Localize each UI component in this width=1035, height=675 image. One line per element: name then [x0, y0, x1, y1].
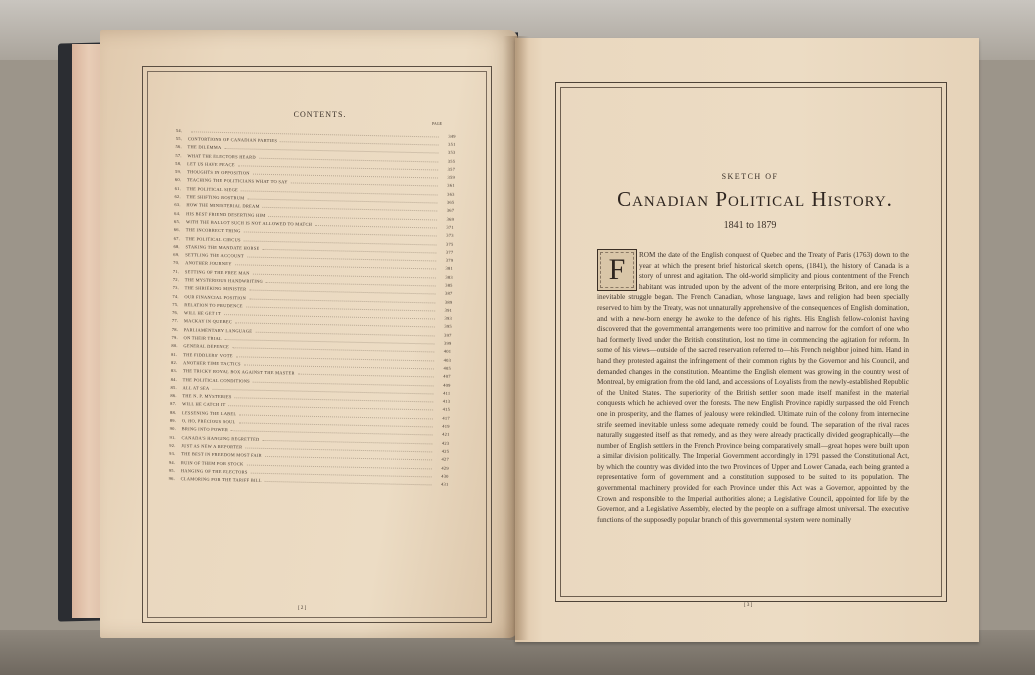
toc-entry-number: 71. — [172, 268, 180, 274]
history-body-text — [597, 250, 909, 525]
toc-entry-title: THE DILEMMA — [187, 144, 222, 151]
toc-entry-title: TEACHING THE POLITICIANS WHAT TO SAY — [186, 177, 288, 185]
toc-entry-number: 93. — [169, 451, 176, 457]
toc-entry-title: HANGING OF THE ELECTORS — [180, 467, 248, 475]
toc-entry-number: 78. — [171, 326, 179, 332]
toc-entry-title: GENERAL DEFENCE — [183, 343, 230, 350]
toc-entry-title: LESSENING THE LABEL — [181, 409, 237, 417]
toc-entry-title: PARLIAMENTARY LANGUAGE — [183, 326, 253, 334]
left-page-number: [ 2 ] — [298, 606, 307, 611]
toc-entry-title: CONTORTIONS OF CANADIAN PARTIES — [187, 136, 278, 144]
toc-entry-title: THE FIDDLERS' VOTE — [183, 351, 233, 358]
toc-entry-page: 367 — [446, 208, 455, 214]
toc-entry-number: 65. — [173, 218, 181, 225]
toc-entry-page: 389 — [444, 299, 453, 305]
toc-entry-page: 371 — [446, 224, 454, 230]
toc-entry-title: LET US HAVE PEACE — [187, 161, 235, 168]
toc-entry-number: 64. — [174, 210, 181, 216]
toc-entry-number: 81. — [171, 351, 178, 357]
toc-entry-number: 86. — [170, 393, 177, 399]
toc-entry-page: 413 — [442, 398, 451, 404]
toc-entry-title: THE INCORRECT THING — [185, 227, 241, 234]
toc-entry-page: 359 — [447, 174, 456, 180]
toc-entry-page: 381 — [445, 266, 454, 272]
toc-entry-number: 92. — [169, 442, 176, 448]
toc-entry-number: 69. — [173, 252, 180, 258]
toc-entry-title: ON THEIR TRIAL — [183, 335, 223, 342]
toc-entry-page: 397 — [444, 332, 452, 338]
toc-entry-number: 61. — [174, 185, 182, 191]
toc-entry-title: THE SHRIEKING MINISTER — [184, 285, 247, 292]
toc-entry-page: 425 — [441, 448, 450, 454]
toc-entry-number: 70. — [173, 260, 180, 266]
toc-entry-number: 67. — [173, 235, 181, 241]
toc-entry-title: THE BEST IN FREEDOM MOST FAIR — [181, 451, 262, 459]
toc-entry-number: 87. — [170, 401, 177, 407]
toc-entry-title: STAKING THE MANDATE HORSE — [185, 244, 260, 251]
toc-entry-page: 417 — [442, 415, 450, 421]
toc-entry-number: 82. — [170, 359, 178, 366]
toc-entry-title: O, HO, PRECIOUS SOUL — [181, 418, 236, 425]
toc-entry-number: 85. — [170, 384, 177, 390]
toc-entry-page: 429 — [441, 465, 449, 471]
toc-entry-title: SETTING OF THE FREE MAN — [184, 268, 250, 276]
toc-entry-number: 80. — [171, 343, 178, 349]
toc-entry-page: 363 — [447, 191, 455, 197]
toc-entry-page: 427 — [441, 456, 450, 463]
toc-entry-page: 393 — [444, 315, 453, 321]
toc-entry-number: 83. — [170, 368, 178, 374]
toc-entry-number: 55. — [175, 135, 183, 142]
toc-entry-title: BRING INTO POWER — [181, 426, 229, 433]
toc-entry-page: 421 — [442, 431, 450, 438]
toc-entry-title: THE POLITICAL SIEGE — [186, 185, 239, 193]
toc-entry-page: 365 — [446, 199, 455, 205]
toc-entry-title: JUST AS NEW A REPORTER — [181, 443, 243, 450]
toc-leader-dots — [265, 479, 432, 485]
toc-entry-title: RUIN OF THEM FOR STOCK — [180, 459, 244, 467]
date-range: 1841 to 1879 — [723, 220, 777, 231]
toc-entry-number: 96. — [168, 476, 176, 482]
toc-entry-number: 75. — [172, 301, 179, 307]
toc-entry-title: WHAT THE ELECTORS HEARD — [187, 152, 256, 160]
toc-entry-page: 373 — [446, 232, 454, 239]
toc-entry-page: 383 — [445, 274, 453, 280]
toc-entry-page: 401 — [443, 349, 452, 355]
toc-entry-number: 84. — [170, 376, 178, 382]
right-page-number: [ 3 ] — [744, 603, 753, 608]
history-body-content: ROM the date of the English conquest of Quebec and the Treaty of Paris (1763) down to the year at which the present brief historical sketch opens, (1841), the history of Canada is a story of unrest and agitation. The old-world simplicity and pious contentment of the French habitant was intruded upon by the advent of the more enterprising Briton, and ere long the inevitable struggle began. The French Canadian, whose language, laws and religion had been specially reserved to him by the Treaty, was not unnaturally apprehensive of the consequences of English domination, and with a new-born energy he awoke to the defence of his rights. His English fellow-colonist having discovered that the governmental arrangements were too primitive and narrow for the comfort of one who had formerly lived under the British constitution, lost no time in commencing the agitation for reform. In some of his views—outside of the sacred reservation referred to—his French neighbor joined him. Hand in hand they protested against the infringement of their common rights by the Governor and his Council, and demanded changes in the constitution. Meantime the English element was growing in the country west of Montreal, by emigration from the old land, and accessions of Loyalists from the newly-established Republic of the United States. The superiority of the British settler soon made itself manifest in the material conquests which he achieved over the forests. The new English Province rapidly surpassed the old French one in prosperity, and the flames of jealousy were rekindled. Ultimate ruin of the colony from internecine strife seemed inevitable unless some adequate remedy could be found. The separation of the rival races naturally suggested itself as that remedy, and as they were already practically divided geographically—the number of English settlers in the French Province being comparatively small—great hopes were built upon a similar division politically. The Imperial Government accordingly in 1791 passed the Constitutional Act, by which the country was divided into the two Provinces of Upper and Lower Canada, each being granted a representative form of government and a constitution supposed to be suited to its population. The governmental machinery provided for each Province under this Act was a Governor, appointed by the Crown and responsible to the Imperial authorities alone; a Legislative Council, appointed for life by the Governor, and a Legislative Assembly, elected by the people on a suffrage almost universal. The executive functions of the supposedly popular branch of this governmental system were nominally — [597, 251, 909, 524]
toc-entry-number: 59. — [174, 169, 182, 175]
toc-entry-page: 403 — [443, 357, 452, 363]
toc-entry-number: 73. — [172, 285, 180, 291]
toc-entry-page: 395 — [444, 324, 452, 330]
toc-entry-page: 387 — [444, 290, 453, 297]
toc-entry-number: 54. — [175, 127, 183, 133]
toc-entry-title: HOW THE MINISTERIAL DREAM — [186, 202, 260, 210]
toc-entry-number: 90. — [169, 426, 177, 432]
toc-entry-page: 423 — [441, 440, 450, 446]
toc-entry-title: OUR FINANCIAL POSITION — [184, 293, 247, 301]
toc-entry-page: 430 — [441, 473, 449, 479]
table-of-contents — [169, 126, 456, 489]
toc-entry-number: 88. — [169, 409, 177, 415]
toc-leader-dots — [298, 372, 434, 378]
toc-entry-title: THE N. P. MYSTERIES — [182, 393, 232, 400]
toc-entry-title: WITH THE BALLOT SUCH IS NOT ALLOWED TO MATCH — [185, 219, 313, 227]
toc-entry-number: 89. — [169, 417, 177, 424]
page-column-label: PAGE — [432, 121, 443, 126]
toc-entry-title: THE MYSTERIOUS HANDWRITING — [184, 277, 264, 284]
toc-entry-title: THE SHIFTING ROSTRUM — [186, 194, 245, 201]
toc-entry-title: ALL AT SEA — [182, 385, 210, 391]
toc-entry-title: HIS BEST FRIEND DESERTING HIM — [186, 210, 266, 218]
toc-entry-page: 361 — [447, 183, 455, 189]
toc-entry-title: MACKAY IN QUEBEC — [183, 318, 233, 325]
toc-entry-title: WILL HE CATCH IT — [182, 401, 226, 408]
toc-entry-page: 431 — [441, 481, 449, 487]
drop-cap-letter: F — [597, 249, 637, 291]
toc-entry-number: 62. — [174, 194, 181, 200]
toc-entry-number: 63. — [174, 202, 181, 208]
toc-entry-title: THE POLITICAL CIRCUS — [185, 235, 241, 242]
toc-entry-page: 349 — [448, 133, 456, 139]
toc-entry-number: 95. — [168, 467, 176, 473]
toc-entry-title: THE TRICKY ROYAL BOX AGAINST THE MASTER — [182, 368, 295, 376]
toc-entry-number: 79. — [171, 335, 179, 341]
toc-entry-title: WILL HE GET IT — [184, 310, 221, 317]
toc-entry-page: 415 — [442, 407, 451, 413]
toc-entry-title: RELATION TO PRUDENCE — [184, 302, 243, 309]
sketch-of-label: SKETCH OF — [721, 172, 779, 181]
toc-entry-page: 399 — [443, 340, 452, 346]
toc-entry-number: 74. — [172, 293, 179, 299]
toc-entry-number: 66. — [173, 227, 181, 233]
toc-entry-number: 72. — [172, 276, 180, 283]
toc-entry-page: 407 — [443, 373, 451, 380]
toc-entry-page: 419 — [442, 423, 450, 429]
toc-entry-page: 405 — [443, 365, 452, 371]
toc-entry-page: 391 — [444, 307, 453, 313]
toc-entry-number: 76. — [172, 310, 179, 316]
toc-leader-dots — [315, 223, 437, 229]
toc-entry-number: 94. — [168, 459, 176, 465]
toc-entry-page: 385 — [445, 282, 453, 288]
toc-entry-title: SETTLING THE ACCOUNT — [185, 252, 244, 259]
toc-entry-number: 58. — [175, 160, 182, 166]
toc-entry-title: THOUGHTS IN OPPOSITION — [186, 169, 250, 176]
toc-entry-page: 369 — [446, 216, 455, 222]
page-title: Canadian Political History. — [617, 187, 893, 211]
toc-entry-number: 56. — [175, 144, 183, 150]
toc-entry-number: 91. — [169, 434, 176, 440]
toc-entry-page: 375 — [446, 241, 454, 247]
book-gutter — [503, 36, 529, 640]
toc-entry-number: 77. — [171, 318, 179, 324]
toc-entry-page: 411 — [443, 390, 451, 396]
toc-entry-page: 355 — [447, 158, 456, 164]
toc-entry-title: CANADA'S HANGING REGRETTED — [181, 434, 260, 442]
toc-entry-number: 57. — [175, 152, 182, 158]
toc-entry-title: CLAMORING FOR THE TARIFF BILL — [180, 476, 262, 483]
toc-entry-title: ANOTHER TIME TACTICS — [182, 360, 241, 367]
toc-entry-title: THE POLITICAL CONDITIONS — [182, 376, 251, 384]
toc-entry-number: 68. — [173, 243, 180, 249]
toc-entry-page: 377 — [445, 249, 454, 255]
toc-entry-page: 357 — [447, 166, 456, 172]
toc-entry-title: ANOTHER JOURNEY — [185, 260, 232, 267]
toc-entry-page: 409 — [443, 382, 451, 388]
toc-entry-page: 379 — [445, 257, 454, 263]
toc-entry-page: 353 — [447, 149, 456, 156]
toc-entry-page: 351 — [448, 141, 456, 147]
contents-heading: CONTENTS. — [293, 110, 347, 119]
toc-entry-number: 60. — [174, 177, 182, 183]
